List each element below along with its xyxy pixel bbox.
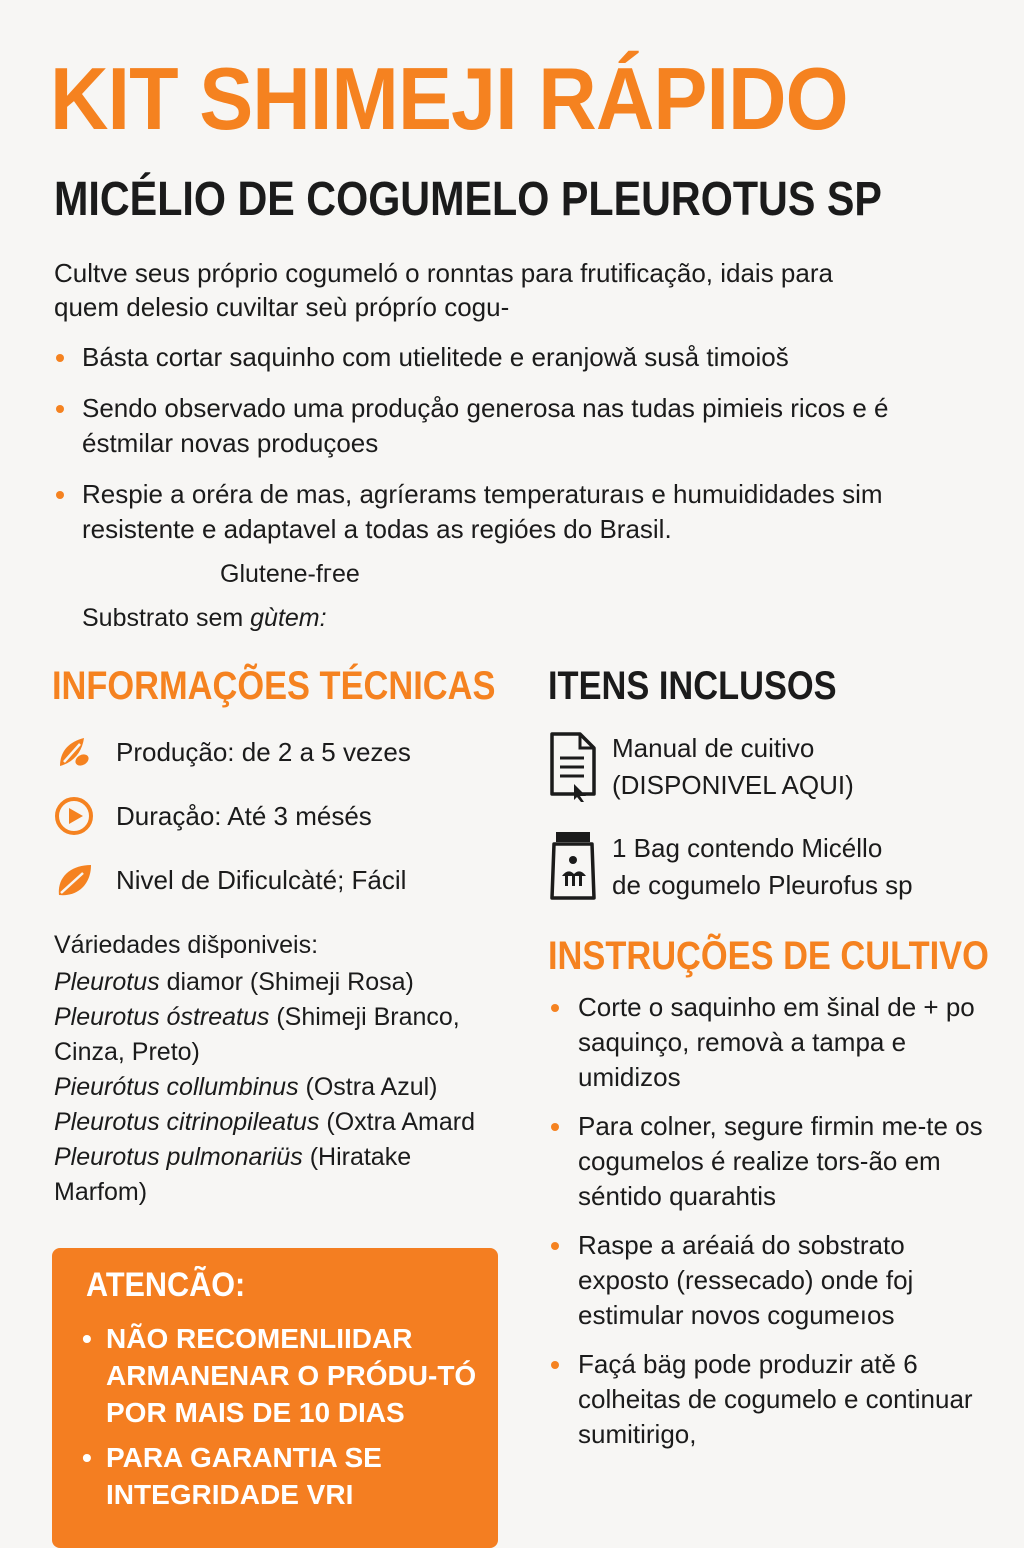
feature-item: Básta cortar saquinho com utielitede e eranjowǎ suså timoioš [54, 340, 974, 375]
included-title: ITENS INCLUSOS [548, 664, 837, 708]
tech-info-title: INFORMAÇÕES TÉCNICAS [52, 664, 496, 708]
tech-difficulty-text: Nivel de Dificulcàté; Fácil [116, 864, 407, 895]
substrato-prefix: Substrato sem [82, 604, 251, 632]
included-manual-line2[interactable]: (DISPONIVEL AQUI) [612, 770, 854, 800]
variety-line [54, 1140, 524, 1175]
variety-common: Cinza, Preto) [54, 1038, 200, 1066]
gluten-free-label: Glutene-fгee [220, 560, 360, 588]
intro-line-2: quem delesio cuviltar seù própríо cogu- [54, 292, 510, 322]
attention-item: • PARA GARANTIA SE INTEGRIDADE VRI [80, 1439, 480, 1513]
intro-line-1: Cultve seus próprio cogumeló o ronntas para frutificação, idais para [54, 258, 833, 288]
instruction-item: Raspe a aréaiá do sobstrato exposto (ressecado) onde foj estimular novos cogumeıos [548, 1228, 988, 1333]
instructions-title: INSTRUÇÕES DE CULTIVO [548, 934, 989, 978]
intro-paragraph [54, 256, 984, 324]
instruction-item: Corte o saquinho em šinal de + po saquinço, removà a tampa e umidizos [548, 990, 988, 1095]
variety-species: Pleurotus [54, 968, 160, 996]
included-manual-line1: Manual de cuitivo [612, 733, 815, 763]
included-manual-text [612, 730, 854, 807]
play-clock-icon [52, 794, 96, 838]
tech-duration-text: Duraçåo: Até 3 mésés [116, 800, 372, 831]
feature-item: Sendo observado uma produçåo generosa nas tudas pimieis ricos e é éstmilar novas produçoes [54, 391, 922, 461]
variety-line [54, 1105, 524, 1140]
variety-species: Pleurotus citrinopileatus [54, 1108, 320, 1136]
substrato-label [82, 604, 327, 633]
variety-line [54, 1035, 524, 1070]
feature-item: Respie a oréra de mas, agríerams temperaturaıs e humuididades sim resistente e adaptavel a todas as regióes do Brasil. [54, 477, 962, 547]
included-item-bag [548, 830, 913, 907]
variety-line [54, 1175, 524, 1210]
included-item-manual [548, 730, 854, 807]
variety-species: Pleurotus pulmonariüs [54, 1143, 303, 1171]
instruction-item: Para colner, segure firmin me-te os cogumelos é realize tors-ão em séntido quarahtis [548, 1109, 988, 1214]
leaf-sprout-icon [52, 730, 96, 774]
instructions-list [548, 990, 988, 1466]
variety-common: (Ostra Azul) [298, 1073, 438, 1101]
instruction-item: Façá bäg pode produzir atě 6 colheitas de cogumelo e continuar sumitirigo, [548, 1347, 988, 1452]
included-bag-text [612, 830, 913, 907]
tech-production-text: Produção: de 2 a 5 vezes [116, 736, 411, 767]
attention-title: ATENCÃO: [86, 1266, 246, 1304]
attention-item: • NÃO RECOMENLIIDAR ARMANENAR O PRÓDU-TÓ POR MAIS DE 10 DIAS [80, 1320, 480, 1431]
variety-line [54, 1070, 524, 1105]
variety-common: (Oxtra Amard [319, 1108, 476, 1136]
variety-species: Pieurótus collumbinus [54, 1073, 299, 1101]
variety-common: diamor (Shimeji Rosa) [159, 968, 414, 996]
variety-common: Marfom) [54, 1178, 148, 1206]
bag-icon [548, 830, 600, 907]
leaf-icon [52, 858, 96, 902]
page-title: KIT SHIMEJI RÁPIDO [50, 49, 848, 148]
tech-row-difficulty [52, 858, 406, 902]
tech-row-production [52, 730, 411, 774]
document-icon [548, 730, 600, 807]
varieties-block [54, 928, 524, 1210]
varieties-label: Váriedades dišponiveis: [54, 931, 319, 959]
attention-box [52, 1248, 498, 1548]
included-bag-line2: de cogumelo Pleurofus sp [612, 870, 913, 900]
variety-common: (Shimeji Branco, [269, 1003, 460, 1031]
substrato-emphasis: gùtem: [250, 604, 327, 632]
feature-list [54, 340, 974, 563]
variety-line [54, 1000, 524, 1035]
page-subtitle: MICÉLIO DE COGUMELO PLEUROTUS SP [54, 173, 882, 226]
included-bag-line1: 1 Bag contendo Micéllo [612, 833, 883, 863]
variety-common: (Hiratake [302, 1143, 412, 1171]
tech-row-duration [52, 794, 372, 838]
variety-species: Pleurotus óstreatus [54, 1003, 270, 1031]
variety-line [54, 965, 524, 1000]
attention-list [80, 1320, 480, 1521]
